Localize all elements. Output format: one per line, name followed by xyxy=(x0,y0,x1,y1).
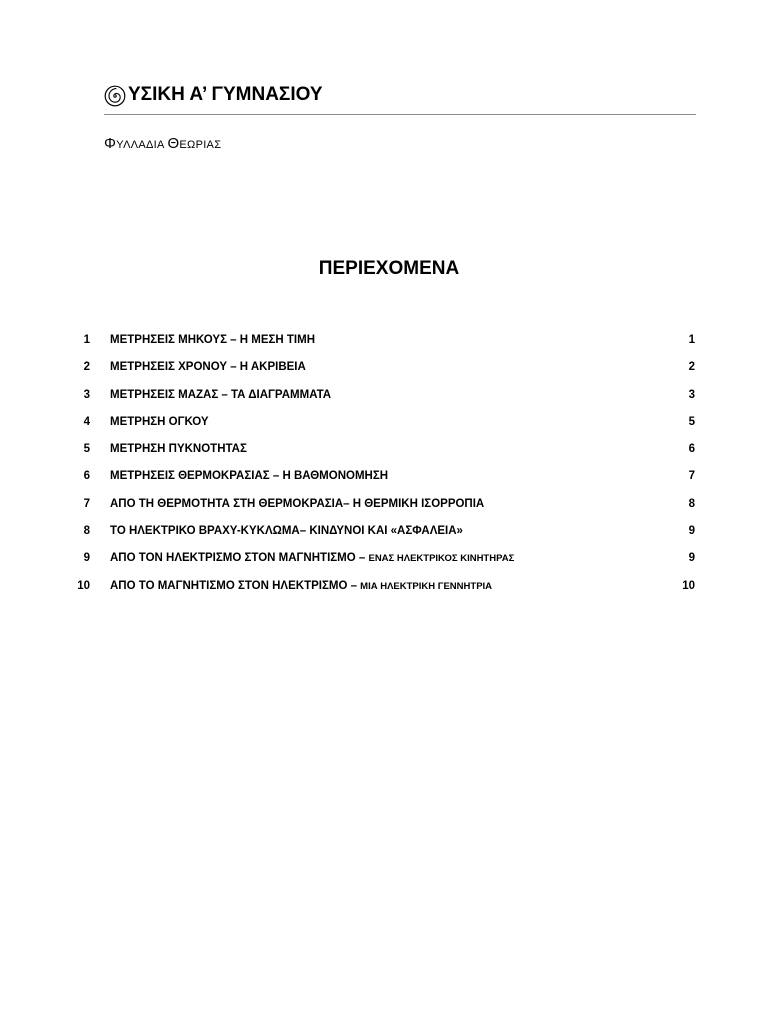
toc-entry-number: 7 xyxy=(83,497,90,510)
toc-entry[interactable] xyxy=(0,439,768,466)
toc-entry[interactable] xyxy=(0,548,768,575)
toc-entry-page-number: 8 xyxy=(688,497,695,510)
subtitle-initial-2: Θ xyxy=(167,135,180,152)
toc-entry-title xyxy=(110,576,492,597)
document-subtitle xyxy=(104,136,221,153)
toc-entry-page-number: 3 xyxy=(688,388,695,401)
toc-entry-title-main: ΜΕΤΡΗΣΗ ΠΥΚΝΟΤΗΤΑΣ xyxy=(110,443,247,456)
toc-entry-page-number: 5 xyxy=(688,415,695,428)
toc-entry-number: 8 xyxy=(83,525,90,538)
toc-entry-page-number: 10 xyxy=(682,579,695,592)
toc-entry-title-main: ΑΠΟ ΤΗ ΘΕΡΜΟΤΗΤΑ ΣΤΗ ΘΕΡΜΟΚΡΑΣΙΑ– Η ΘΕΡΜΙΚΗ ΙΣΟΡΡΟΠΙΑ xyxy=(110,497,485,510)
toc-entry-title-main: ΜΕΤΡΗΣΕΙΣ ΧΡΟΝΟΥ – Η ΑΚΡΙΒΕΙΑ xyxy=(110,361,306,374)
toc-entry-title xyxy=(110,521,463,541)
toc-entry-title-main: ΜΕΤΡΗΣΕΙΣ ΘΕΡΜΟΚΡΑΣΙΑΣ – Η ΒΑΘΜΟΝΟΜΗΣΗ xyxy=(110,470,389,483)
toc-entry-page-number: 9 xyxy=(688,525,695,538)
toc-entry-number: 6 xyxy=(83,470,90,483)
toc-entry-title xyxy=(110,357,306,377)
toc-entry-number: 1 xyxy=(83,334,90,346)
toc-entry-number: 2 xyxy=(83,361,90,374)
toc-entry-title-main: ΜΕΤΡΗΣΕΙΣ ΜΑΖΑΣ – ΤΑ ΔΙΑΓΡΑΜΜΑΤΑ xyxy=(110,388,332,401)
toc-entry-title xyxy=(110,548,514,569)
table-of-contents xyxy=(0,330,768,603)
toc-entry-title-main: ΑΠΟ ΤΟ ΜΑΓΝΗΤΙΣΜΟ ΣΤΟΝ ΗΛΕΚΤΡΙΣΜΟ – xyxy=(110,579,361,592)
toc-entry-title xyxy=(110,494,484,514)
toc-entry[interactable] xyxy=(0,412,768,439)
toc-entry-title xyxy=(110,439,247,459)
toc-heading: ΠΕΡΙΕΧΟΜΕΝΑ xyxy=(318,258,460,279)
document-title: ΥΣΙΚΗ Α’ ΓΥΜΝΑΣΙΟΥ xyxy=(128,84,323,105)
toc-entry-title-sub: ΜΙΑ ΗΛΕΚΤΡΙΚΗ ΓΕΝΝΗΤΡΙΑ xyxy=(360,580,493,592)
toc-entry-page-number: 1 xyxy=(688,334,695,346)
toc-entry[interactable] xyxy=(0,576,768,603)
toc-entry-title xyxy=(110,412,209,432)
toc-entry-number: 4 xyxy=(83,415,90,428)
toc-entry-page-number: 9 xyxy=(688,552,695,565)
toc-entry-page-number: 2 xyxy=(688,361,695,374)
toc-entry-title-main: ΑΠΟ ΤΟΝ ΗΛΕΚΤΡΙΣΜΟ ΣΤΟΝ ΜΑΓΝΗΤΙΣΜΟ – xyxy=(110,552,369,565)
toc-entry[interactable] xyxy=(0,330,768,357)
toc-entry-title-main: ΜΕΤΡΗΣΗ ΟΓΚΟΥ xyxy=(110,415,209,428)
toc-entry-title xyxy=(110,385,331,405)
toc-entry-title xyxy=(110,466,388,486)
subtitle-initial-1: Φ xyxy=(104,135,117,152)
document-header xyxy=(104,82,696,115)
toc-entry-title-main: ΜΕΤΡΗΣΕΙΣ ΜΗΚΟΥΣ – Η ΜΕΣΗ ΤΙΜΗ xyxy=(110,334,316,346)
toc-entry-page-number: 6 xyxy=(688,443,695,456)
toc-entry-number: 5 xyxy=(83,443,90,456)
toc-entry[interactable] xyxy=(0,385,768,412)
subtitle-word-1: ΥΛΛΑΔΙΑ xyxy=(116,139,165,151)
toc-entry[interactable] xyxy=(0,466,768,493)
toc-entry-page-number: 7 xyxy=(688,470,695,483)
subtitle-word-2: ΕΩΡΙΑΣ xyxy=(179,139,222,151)
toc-entry-number: 3 xyxy=(83,388,90,401)
toc-entry-title-main: ΤΟ ΗΛΕΚΤΡΙΚΟ ΒΡΑΧΥ-ΚΥΚΛΩΜΑ– ΚΙΝΔΥΝΟΙ ΚΑΙ «ΑΣΦΑΛΕΙΑ» xyxy=(110,525,463,538)
toc-entry[interactable] xyxy=(0,521,768,548)
toc-entry-title xyxy=(110,330,315,350)
toc-entry-title-sub: ΕΝΑΣ ΗΛΕΚΤΡΙΚΟΣ ΚΙΝΗΤΗΡΑΣ xyxy=(368,553,515,565)
swirl-logo-icon xyxy=(104,85,126,107)
toc-entry-number: 10 xyxy=(77,579,90,592)
toc-entry-number: 9 xyxy=(83,552,90,565)
toc-entry[interactable] xyxy=(0,357,768,384)
toc-entry[interactable] xyxy=(0,494,768,521)
